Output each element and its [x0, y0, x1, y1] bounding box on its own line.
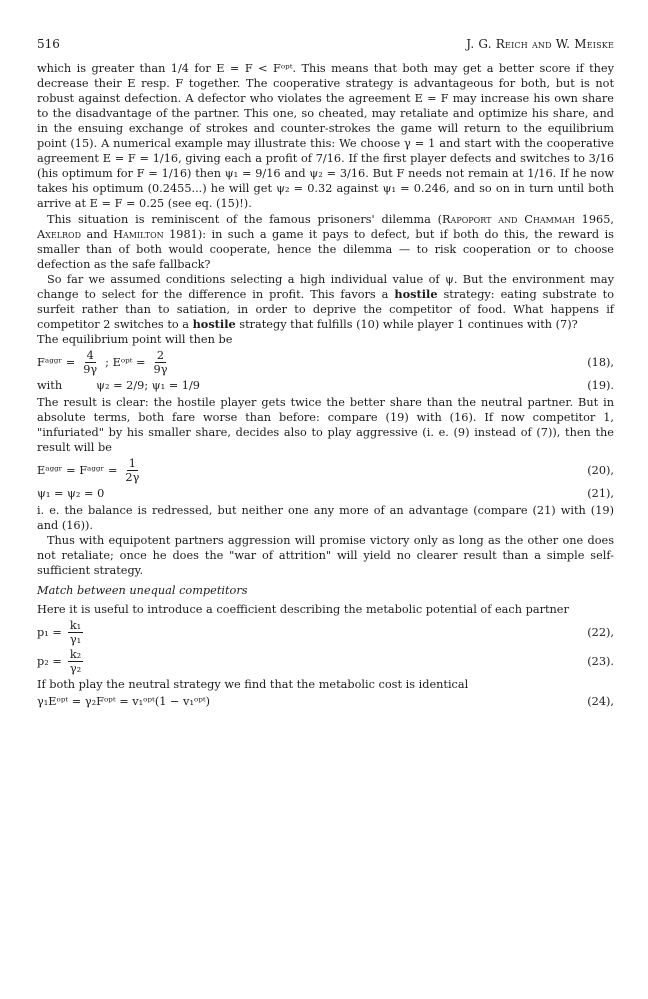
equation-19: with ψ₂ = 2/9; ψ₁ = 1/9 (19).	[37, 378, 614, 392]
equation-number-23: (23).	[587, 654, 614, 668]
equation-number-18: (18),	[587, 355, 614, 369]
paragraph-9: If both play the neutral strategy we find that the metabolic cost is identical	[37, 677, 469, 691]
paragraph-7: Thus with equipotent partners aggression will promise victory only as long as the other one does not retaliate; once he does the "war of attrition" will yield no clearer result than a simple self-sufficient strategy.	[37, 534, 614, 578]
citation-hamilton: Hamilton	[113, 227, 164, 241]
hostile-term-1: hostile	[394, 286, 438, 301]
equation-number-22: (22),	[587, 625, 614, 639]
equation-number-19: (19).	[587, 378, 614, 392]
citation-rapoport: Rapoport and Chammah	[442, 212, 575, 226]
hostile-term-2: hostile	[192, 316, 236, 331]
equation-22: p₁ = $\frac{\text{k₁}}{\text{γ₁}}$ (22),	[37, 618, 614, 646]
equation-23: p₂ = $\frac{\text{k₂}}{\text{γ₂}}$ (23).	[37, 647, 614, 675]
page-header	[37, 37, 614, 52]
running-head: J. G. Reich and W. Meiske	[466, 37, 614, 51]
paragraph-8: Here it is useful to introduce a coefficient describing the metabolic potential of each partner	[37, 602, 569, 616]
equation-20: Eᵃᵍᵍʳ = Fᵃᵍᵍʳ = $\frac{1}{2\gamma}$ (20),	[37, 457, 614, 485]
paragraph-2: This situation is reminiscent of the famous prisoners' dilemma (Rapoport and Chammah 1965, Axelrod and Hamilton 1981): in such a game it pays to defect, but if both do this, the reward is smaller than of both would cooperate, hence the dilemma — to risk cooperation or to choose defection as the safe fallback?	[37, 212, 615, 271]
paragraph-4: The equilibrium point will then be	[37, 332, 233, 346]
equation-18: Fᵃᵍᵍʳ = $\frac{4}{9\gamma}$ ; Eᵒᵖᵗ = $\frac{2}{9\gamma}$ (18),	[37, 348, 614, 376]
paragraph-3: So far we assumed conditions selecting a high individual value of ψ. But the environment may change to select for the difference in profit. This favors a hostile strategy: eating substrate to surfeit rather than to satiation, in order to deprive the competitor of food. What happens if competitor 2 switches to a hostile strategy that fulfills (10) while player 1 continues with (7)?	[37, 272, 614, 331]
equation-number-24: (24),	[587, 694, 614, 708]
citation-axelrod: Axelrod	[37, 227, 82, 241]
paragraph-5: The result is clear: the hostile player gets twice the better share than the neutral partner. But in absolute terms, both fare worse than before: compare (19) with (16). If now competitor 1, "infuriated" by his smaller share, decides also to play aggressive (i. e. (9) instead of (7)), then the result will be	[37, 395, 614, 455]
equation-number-21: (21),	[587, 487, 614, 501]
paragraph-6: i. e. the balance is redressed, but neither one any more of an advantage (compare (21) with (19) and (16)).	[37, 504, 614, 533]
section-heading: Match between unequal competitors	[37, 584, 248, 598]
equation-24: γ₁Eᵒᵖᵗ = γ₂Fᵒᵖᵗ = v₁ᵒᵖᵗ(1 − v₁ᵒᵖᵗ) (24),	[37, 694, 614, 708]
paper-page	[37, 37, 614, 711]
equation-21: ψ₁ = ψ₂ = 0 (21),	[37, 487, 614, 501]
page-number: 516	[37, 37, 60, 51]
paragraph-1: which is greater than 1/4 for E = F < Fᵒᵖᵗ. This means that both may get a better score if they decrease their E resp. F together. The cooperative strategy is advantageous for both, but is not robust against defection. A defector who violates the agreement E = F may increase his own share to the disadvantage of the partner. This one, so cheated, may retaliate and optimize his share, and in the ensuing exchange of strokes and counter-strokes the game will return to the equilibrium point (15). A numerical example may illustrate this: We choose γ = 1 and start with the cooperative agreement E = F = 1/16, giving each a profit of 7/16. If the first player defects and switches to 3/16 (his optimum for F = 1/16) then ψ₁ = 9/16 and ψ₂ = 3/16. But F needs not remain at 1/16. If he now takes his optimum (0.2455...) he will get ψ₂ = 0.32 against ψ₁ = 0.246, and so on in turn until both arrive at E = F = 0.25 (see eq. (15)!).	[37, 62, 614, 211]
equation-number-20: (20),	[587, 464, 614, 478]
